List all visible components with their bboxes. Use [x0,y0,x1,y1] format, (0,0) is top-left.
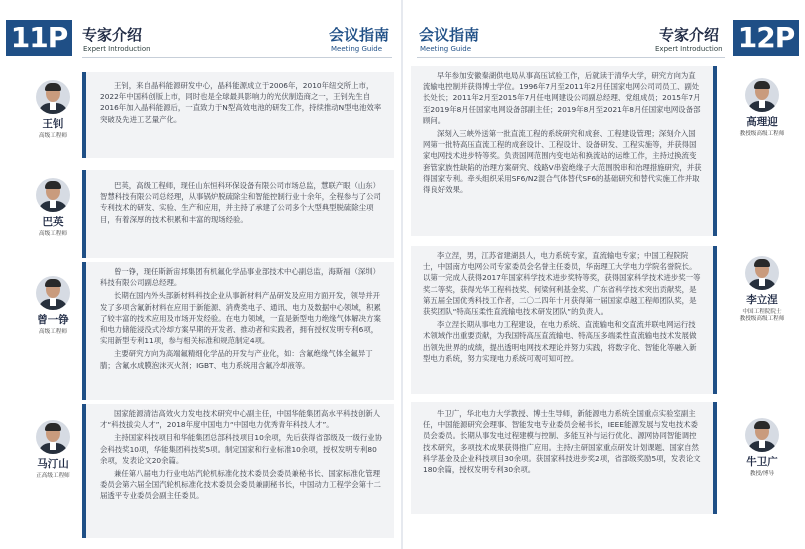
expert-name: 牛卫广 [746,456,778,468]
expert-photo [36,178,70,212]
bio-paragraph: 李立涅，男，江苏省建湖县人，电力系统专家，直流输电专家；中国工程院院士，中国南方电网公司专家委员会名誉主任委员，华南理工大学电力学院名誉院长。以第一完成人获得2017年国家科学技术进步奖特等奖，获得国家科学技术进步奖一等奖二等奖，获得光华工程科技奖、何梁何利基金奖、广东省科学技术突出贡献奖，是第五届全国优秀科技工作者，二〇二四年十月获得第一届国家卓越工程师团队奖，是获奖团队“特高压柔性直流输电技术研发团队”的负责人。 [423,251,701,317]
right-page [403,0,805,549]
expert-name: 王钊 [42,118,64,130]
expert-title: 中国工程院院士 教授级高级工程师 [739,309,785,322]
bio-paragraph: 王钊，来自晶科能源研发中心，晶科能源成立于2006年，2010年纽交所上市，2022年中国科创版上市，同时也是全球最具影响力的光伏制造商之一，王钊先生自2016年加入晶科能源后，一直致力于N型高效电池的研发工作，持续推动N型电池效率突破及先进工艺量产化。 [100,81,382,124]
expert-photo [36,276,70,310]
accent-bar [82,72,86,158]
expert-bio-card [411,246,717,394]
section-subtitle: Expert Introduction [83,45,151,53]
expert-bio-card [82,262,394,400]
left-page [0,0,402,549]
expert-profile [30,80,76,140]
expert-photo [745,256,779,290]
guide-title: 会议指南 [419,26,480,44]
section-title: 专家介绍 [659,26,720,44]
expert-photo [745,78,779,112]
expert-name: 马汀山 [37,458,69,470]
bio-paragraph: 早年参加安徽秦湖供电局从事高压试验工作，后就读于清华大学，研究方向为直流输电控制并获得博士学位。1996年7月至2011年2月任国家电网公司司员工、副处长处长；2011年2月至2015年7月任电网建设公司副总经理、党组成员；2015年7月至2019年8月任国家电网设备部副主任；2019年8月至2021年8月任国家电网设备部顾问。 [423,71,701,125]
accent-bar [713,402,717,514]
expert-profile [721,256,803,323]
header-divider [82,57,392,58]
expert-bio-card [82,72,394,158]
accent-bar [82,262,86,400]
page-number-badge: 12P [733,20,799,56]
accent-bar [713,246,717,394]
expert-profile [30,178,76,238]
expert-name: 巴英 [42,216,64,228]
bio-paragraph: 主持国家科技项目和华能集团总部科技项目10余项，先后获得省部级及一级行业协会科技奖10项，华能集团科技奖5项。制定国家和行业标准10余项，授权发明专利80余项，发表论文20余篇。 [100,433,383,465]
bio-paragraph: 深刻入三峡外送第一批直流工程的系统研究和成套、工程建设管理；深刻介入国网第一批特高压直流工程的成套设计、工程设计、设备研发、工程实施等，并获得国家电网技术进步特等奖。负责国网范围内变电站和换流站的运维工作，主持过换流变套管家族性缺陷的治理方案研究、线路V串瓷绝缘子大范围脱串和治理措施研究，并获得国家专利。牵头组织采用SF6/N2混合气体替代SF6的基础研究和替代实施工作并取得良好效果。 [423,129,702,195]
bio-paragraph: 长期在国内外头部新材料科技企业从事新材料产品研发及应用方面开发，领导并开发了多项含氟新材料在应用于新能源、消费类电子、通讯、电力及数据中心领域，积累了较丰富的技术应用及市场开发经验。在电力领域，一直是新型电力绝缘气体解决方案和电力储能浸没式冷却方案早期的开发者、推动者和实践者，拥有授权发明专利6项，实用新型专利11项，参与相关标准和规范制定4项。 [100,291,381,346]
expert-bio-card [82,170,394,258]
page-number-badge: 11P [6,20,72,56]
guide-subtitle: Meeting Guide [331,45,383,53]
expert-title: 高级工程师 [39,133,67,139]
header-divider [417,57,725,58]
expert-photo [745,418,779,452]
expert-title: 高级工程师 [39,329,67,335]
expert-photo [36,80,70,114]
expert-bio-card [411,402,717,514]
expert-name: 高理迎 [746,116,778,128]
expert-title: 正高级工程师 [36,473,70,479]
expert-name: 李立涅 [746,294,778,306]
accent-bar [82,170,86,258]
bio-paragraph: 李立涅长期从事电力工程建设，在电力系统、直流输电和交直流并联电网运行技术领域作出重要贡献，为我国特高压直流输电、特高压多端柔性直流输电技术发展做出领先世界的成绩，提出透明电网技术理论并努力实践，将数字化、智能化等融入新型电力系统，努力实现电力系统可观可知可控。 [423,320,697,363]
accent-bar [713,66,717,236]
expert-title: 教授/博导 [749,471,775,477]
expert-profile [721,418,803,478]
bio-paragraph: 主要研究方向为高端氟精细化学品的开发与产业化，如：含氟绝缘气体全氟异丁腈；含氟水成膜泡沫灭火剂；IGBT、电力系统用含氟冷却液等。 [100,349,373,370]
expert-photo [36,420,70,454]
expert-title: 教授级高级工程师 [739,131,785,137]
expert-bio-card [411,66,717,236]
expert-profile [30,420,76,480]
bio-paragraph: 巴英，高级工程师，现任山东恒科环保设备有限公司市场总监，慧联产眼（山东）智慧科技有限公司总经理，从事锅炉脱硫除尘和智能控制行业十余年，全程参与了公司专利技术的研发、实验、生产和应用，并主持了承建了公司多个大型典型脱硫除尘项目，有着深厚的技术积累和丰富的现场经验。 [100,181,381,224]
expert-profile [30,276,76,336]
accent-bar [82,404,86,538]
guide-title: 会议指南 [329,26,390,44]
bio-paragraph: 曾一铮，现任斯新宙邦集团有机氟化学品事业部技术中心副总监，海斯福（深圳）科技有限公司副总经理。 [100,267,381,288]
section-title: 专家介绍 [82,26,143,44]
expert-profile [721,78,803,138]
expert-bio-card [82,404,394,538]
bio-paragraph: 国家能源清洁高效火力发电技术研究中心副主任，中国华能集团高水平科技创新人才“科技拔尖人才”，2018年度中国电力“中国电力优秀青年科技人才”。 [100,409,381,430]
expert-title: 高级工程师 [39,231,67,237]
expert-name: 曾一铮 [37,314,69,326]
bio-paragraph: 兼任第八届电力行业电站汽轮机标准化技术委员会委员兼秘书长、国家标准化管理委员会第六届全国汽轮机标准化技术委员会委员兼副秘书长，中国动力工程学会第十二届透平专业委员会副主任委员。 [100,469,381,501]
guide-subtitle: Meeting Guide [420,45,472,53]
section-subtitle: Expert Introduction [655,45,723,53]
bio-paragraph: 牛卫广，华北电力大学教授、博士生导师，新能源电力系统全国重点实验室副主任，中国能源研究会理事、智能发电专业委员会秘书长，IEEE能源发展与发电技术委员会委员。长期从事发电过程建模与控制、多能互补与运行优化、源网协同智能调控技术研究，多项技术成果获得推广应用。主持/主研国家重点研发计划课题、国家自然科学基金及企业科技项目30余项。获国家科技进步奖2项，省部级奖励5项，发表论文180余篇，授权发明专利30余项。 [423,409,701,475]
